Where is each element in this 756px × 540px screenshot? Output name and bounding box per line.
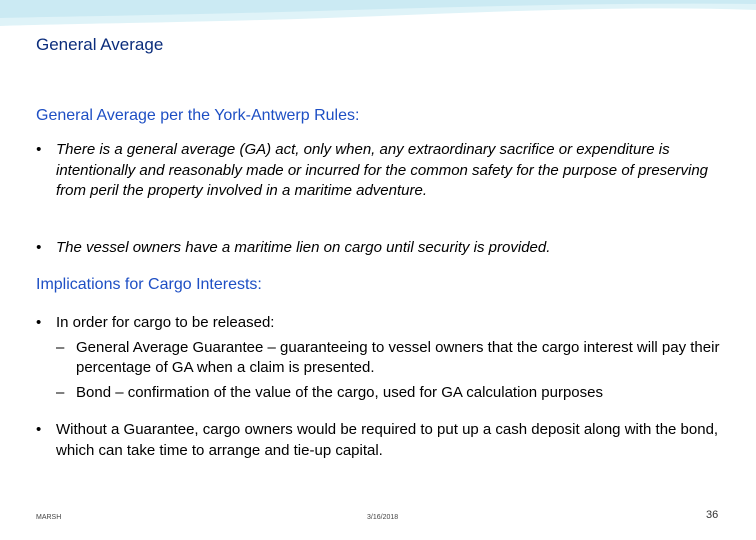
subitem-text: General Average Guarantee – guaranteeing to vessel owners that the cargo interest will pay their percentage of GA when a claim is presented. [76, 339, 720, 376]
slide-title: General Average [36, 35, 164, 54]
bullet-cargo-release [36, 313, 726, 334]
footer-brand: MARSH [36, 514, 62, 521]
bullet-dot: • [36, 421, 42, 438]
header-wave-band [0, 0, 756, 28]
footer-date: 3/16/2018 [367, 514, 399, 521]
bullet-text: Without a Guarantee, cargo owners would be required to put up a cash deposit along with the bond, which can take time to arrange and tie-up capital. [56, 421, 719, 459]
dash-marker: – [56, 339, 65, 356]
page-number: 36 [706, 509, 719, 521]
section-heading-cargo-interests: Implications for Cargo Interests: [36, 276, 262, 293]
subitem-bond [56, 383, 736, 403]
dash-marker: – [56, 384, 65, 401]
bullet-dot: • [36, 314, 42, 331]
bullet-text: In order for cargo to be released: [56, 314, 275, 331]
bullet-text: The vessel owners have a maritime lien on cargo until security is provided. [56, 239, 551, 256]
bullet-dot: • [36, 239, 42, 256]
section-heading-york-antwerp: General Average per the York-Antwerp Rules: [36, 107, 360, 124]
bullet-dot: • [36, 141, 42, 158]
subitem-text: Bond – confirmation of the value of the cargo, used for GA calculation purposes [76, 384, 603, 401]
bullet-ga-act-definition [36, 140, 726, 202]
bullet-text: There is a general average (GA) act, only when, any extraordinary sacrifice or expenditure is intentionally and reasonably made or incurred for the common safety for the purpose of preserving from peril the property involved in a maritime adventure. [56, 141, 709, 199]
subitem-ga-guarantee [56, 338, 736, 378]
bullet-maritime-lien [36, 238, 726, 259]
bullet-without-guarantee [36, 420, 726, 461]
